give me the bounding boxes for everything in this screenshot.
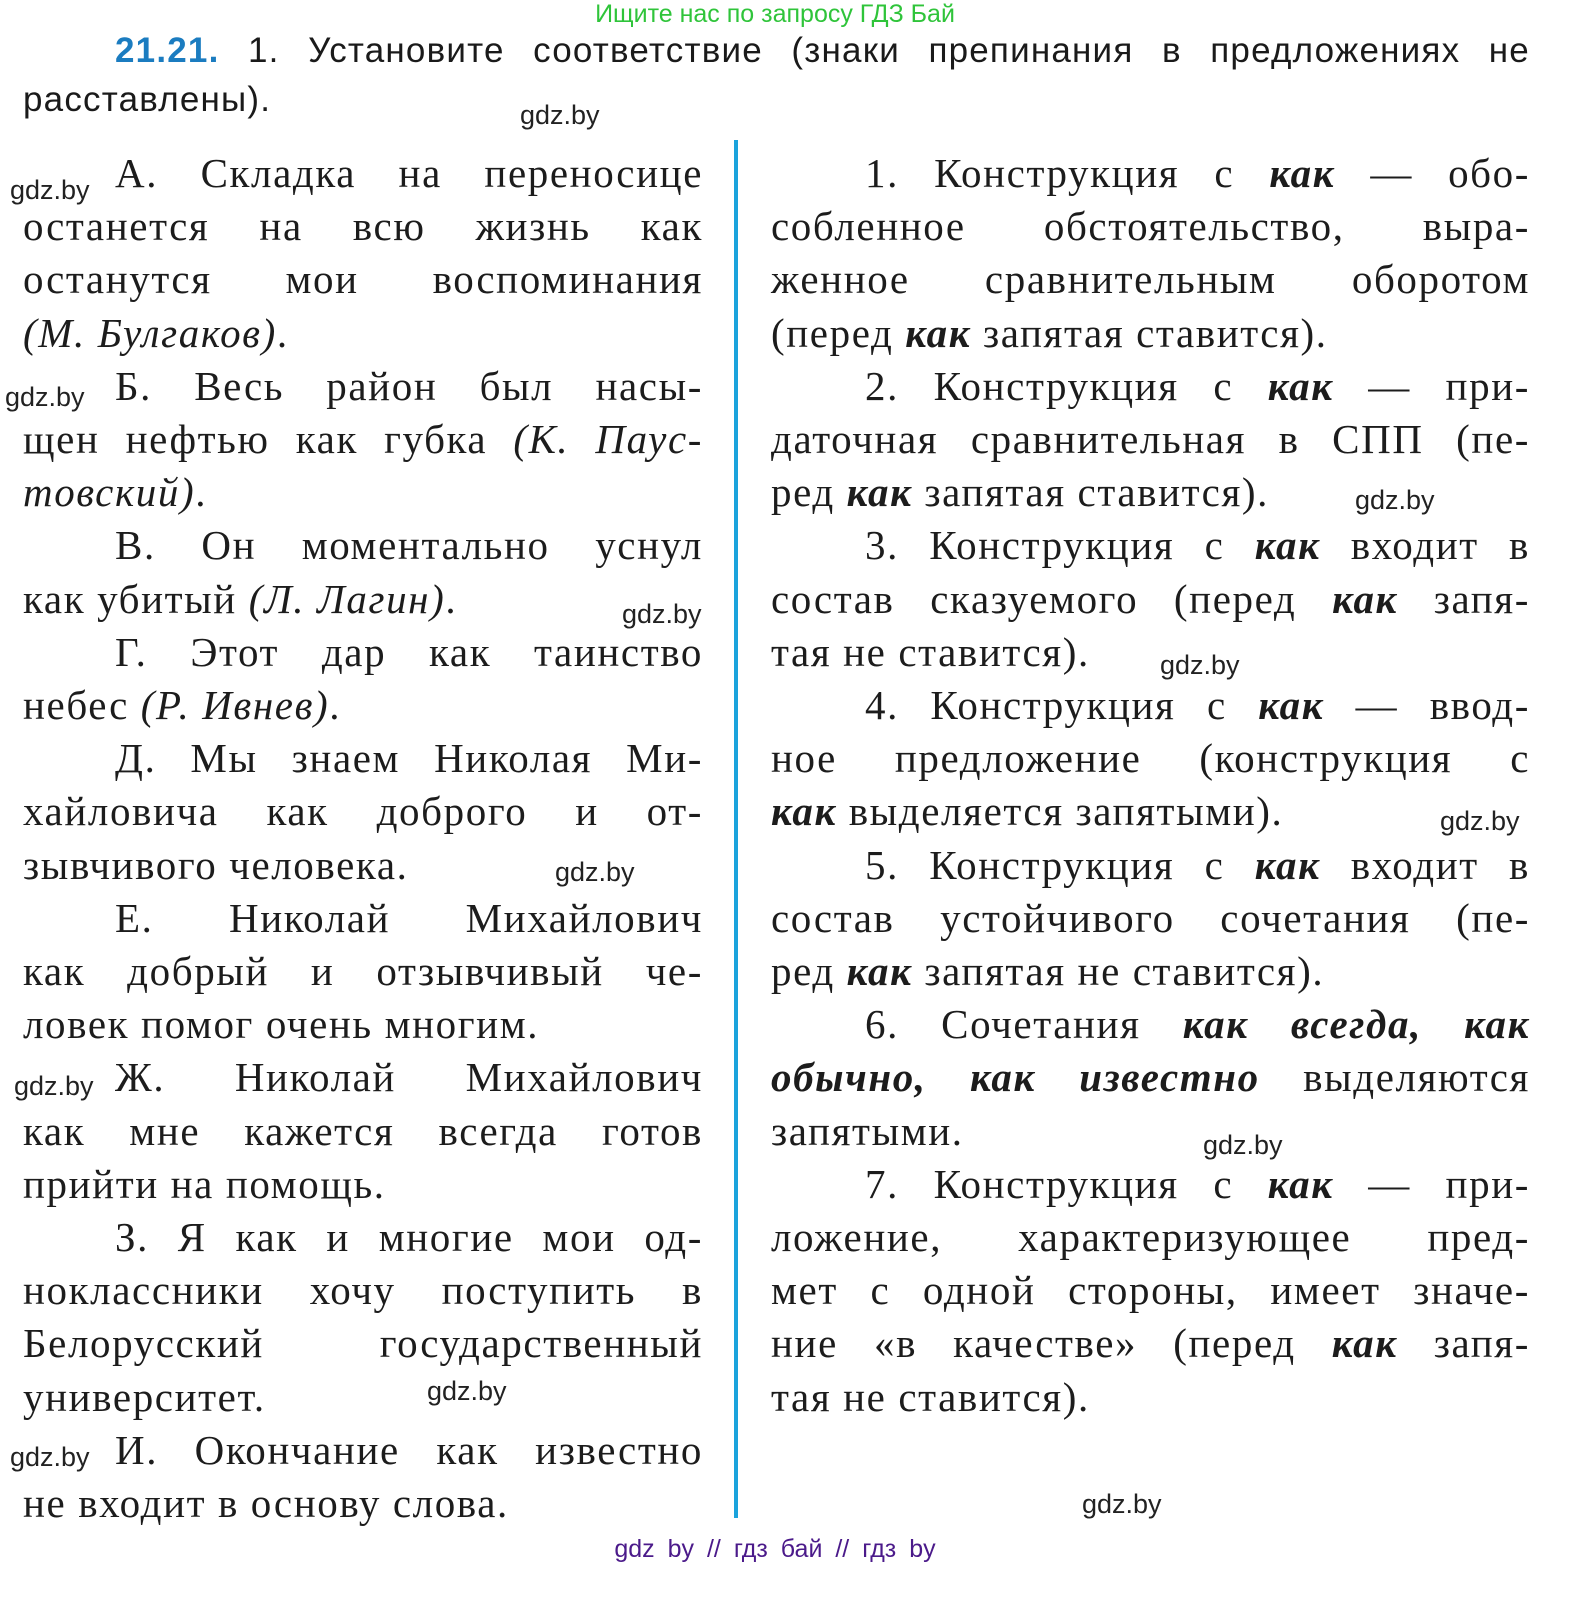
line-text: Б. Весь район был насы- <box>115 362 703 409</box>
line-text: запятая ставится). <box>971 309 1328 356</box>
sentence-line <box>23 680 703 730</box>
line-text: Белорусский государственный <box>23 1320 703 1367</box>
sentence-line <box>23 254 703 304</box>
watermark-text: gdz.by <box>1355 485 1435 515</box>
rule-line <box>865 1159 1530 1209</box>
watermark-text: gdz.by <box>10 175 90 205</box>
sentence-line <box>115 733 703 783</box>
line-text: тая не ставится). <box>771 1373 1090 1420</box>
sentence-line <box>23 1478 703 1528</box>
emphasis-text: как <box>1267 362 1334 409</box>
line-text: ловек помог очень многим. <box>23 1001 540 1048</box>
emphasis-text: как <box>846 948 913 994</box>
sentence-line <box>115 1052 703 1102</box>
watermark-text: gdz.by <box>1203 1130 1283 1160</box>
watermark-text: gdz.by <box>1440 806 1520 836</box>
line-text: запятая ставится). <box>912 469 1270 516</box>
task-text: 1. Установите соответствие (знаки препинания в предложениях не <box>248 31 1530 70</box>
line-text: ноклассники хочу поступить в <box>23 1267 703 1314</box>
rule-line <box>771 1052 1530 1102</box>
sentence-line <box>23 467 703 517</box>
sentence-line <box>115 148 703 198</box>
author-citation: (М. Булгаков) <box>23 309 277 356</box>
emphasis-text: как <box>1254 841 1321 888</box>
sentence-line <box>23 414 703 464</box>
sentence-line <box>23 201 703 251</box>
line-text: входит в <box>1320 841 1530 888</box>
line-text: . <box>445 575 458 622</box>
rule-line <box>771 574 1530 624</box>
emphasis-text: как <box>1331 1320 1398 1367</box>
line-text: как убитый <box>23 575 249 622</box>
line-text: зывчивого человека. <box>23 841 409 888</box>
author-citation: (Р. Ивнев) <box>140 682 330 728</box>
line-text: 4. Конструкция с <box>865 682 1259 728</box>
column-divider <box>734 140 738 1518</box>
line-text: . <box>329 682 342 728</box>
rule-line <box>771 201 1530 251</box>
line-text: останется на всю жизнь как <box>23 203 703 250</box>
sentence-line <box>23 574 703 624</box>
line-text: останутся мои воспоминания <box>23 256 703 303</box>
line-text: . <box>276 309 289 356</box>
emphasis-text: как <box>771 788 837 835</box>
rule-line <box>865 361 1530 411</box>
line-text: (перед <box>771 309 906 356</box>
line-text: щен нефтью как губка <box>23 416 514 462</box>
line-text: прийти на помощь. <box>23 1160 386 1207</box>
line-text: 2. Конструкция с <box>865 362 1268 409</box>
emphasis-text: как <box>1269 150 1336 196</box>
line-text: входит в <box>1320 522 1530 569</box>
emphasis-text: как всегда, как <box>1182 1001 1531 1048</box>
line-text: состав устойчивого сочетания (пе- <box>771 894 1530 941</box>
line-text: как мне кажется всегда готов <box>23 1107 703 1154</box>
watermark-text: gdz.by <box>622 599 702 629</box>
rule-line <box>771 1372 1530 1422</box>
rule-line <box>771 786 1530 836</box>
rule-line <box>771 1265 1530 1315</box>
author-citation: (К. Паус- <box>513 416 703 462</box>
line-text: выделяются <box>1259 1054 1530 1101</box>
sentence-line <box>23 1265 703 1315</box>
line-text: — при- <box>1333 1160 1530 1207</box>
footer-watermark: gdz by // гдз бай // гдз by <box>614 1535 936 1563</box>
sentence-line <box>23 1106 703 1156</box>
rule-line <box>771 627 1530 677</box>
rule-line <box>771 414 1530 464</box>
line-text: выделяется запятыми). <box>836 788 1284 835</box>
line-text: — ввод- <box>1324 682 1530 728</box>
author-citation: (Л. Лагин) <box>248 575 446 622</box>
line-text: А. Складка на переносице <box>115 150 703 196</box>
line-text: — при- <box>1333 362 1530 409</box>
line-text: университет. <box>23 1373 266 1420</box>
line-text: И. Окончание как известно <box>115 1426 703 1473</box>
emphasis-text: как <box>846 469 913 516</box>
task-number: 21.21. <box>115 31 220 70</box>
line-text: тая не ставится). <box>771 628 1090 675</box>
emphasis-text: как <box>905 309 972 356</box>
watermark-text: gdz.by <box>10 1442 90 1472</box>
rule-line <box>771 893 1530 943</box>
rule-line <box>771 1212 1530 1262</box>
line-text: как добрый и отзывчивый че- <box>23 948 703 994</box>
rule-line <box>771 308 1530 358</box>
line-text: не входит в основу слова. <box>23 1480 509 1526</box>
rule-line <box>865 840 1530 890</box>
sentence-line <box>23 999 703 1049</box>
rule-line <box>771 733 1530 783</box>
sentence-line <box>115 627 703 677</box>
line-text: 7. Конструкция с <box>865 1160 1268 1207</box>
line-text: Ж. Николай Михайлович <box>115 1054 703 1101</box>
watermark-text: gdz.by <box>1082 1489 1162 1519</box>
line-text: ред <box>771 948 847 994</box>
watermark-text: gdz.by <box>5 382 85 412</box>
sentence-line <box>115 361 703 411</box>
rule-line <box>771 1318 1530 1368</box>
sentence-line <box>115 1425 703 1475</box>
line-text: . <box>195 469 208 516</box>
watermark-text: gdz.by <box>555 857 635 887</box>
line-text: женное сравнительным оборотом <box>771 256 1530 303</box>
watermark-text: gdz.by <box>14 1071 94 1101</box>
line-text: мет с одной стороны, имеет значе- <box>771 1267 1530 1314</box>
line-text: — обо- <box>1335 150 1530 196</box>
line-text: ное предложение (конструкция с <box>771 735 1530 782</box>
rule-line <box>771 946 1530 996</box>
sentence-line <box>115 1212 703 1262</box>
rule-line <box>771 1106 1530 1156</box>
rule-line <box>865 999 1530 1049</box>
rule-line <box>865 148 1530 198</box>
rule-line <box>771 254 1530 304</box>
line-text: ложение, характеризующее пред- <box>771 1214 1530 1260</box>
line-text: 1. Конструкция с <box>865 150 1270 196</box>
sentence-line <box>115 520 703 570</box>
line-text: ние «в качестве» (перед <box>771 1320 1332 1367</box>
rule-line <box>865 520 1530 570</box>
line-text: 5. Конструкция с <box>865 841 1255 888</box>
line-text: запятыми. <box>771 1107 964 1154</box>
author-citation: товский) <box>23 469 196 516</box>
line-text: запя- <box>1397 575 1530 622</box>
search-hint-banner: Ищите нас по запросу ГДЗ Бай <box>595 0 955 28</box>
line-text: 3. Конструкция с <box>865 522 1255 569</box>
line-text: небес <box>23 682 141 728</box>
line-text: Г. Этот дар как таинство <box>115 628 703 675</box>
sentence-line <box>23 308 703 358</box>
emphasis-text: как <box>1258 682 1325 728</box>
emphasis-text: как <box>1332 575 1398 622</box>
line-text: запя- <box>1397 1320 1530 1367</box>
watermark-text: gdz.by <box>520 100 600 130</box>
sentence-line <box>23 1159 703 1209</box>
emphasis-text: как <box>1267 1160 1334 1207</box>
task-text-continued: расставлены). <box>23 80 272 119</box>
line-text: ред <box>771 469 847 516</box>
line-text: Е. Николай Михайлович <box>115 894 703 941</box>
sentence-line <box>23 946 703 996</box>
line-text: В. Он моментально уснул <box>115 522 703 569</box>
sentence-line <box>115 893 703 943</box>
emphasis-text: обычно, как известно <box>771 1054 1260 1101</box>
sentence-line <box>23 1372 703 1422</box>
line-text: З. Я как и многие мои од- <box>115 1214 703 1260</box>
line-text: даточная сравнительная в СПП (пе- <box>771 416 1530 462</box>
line-text: хайловича как доброго и от- <box>23 788 703 835</box>
watermark-text: gdz.by <box>1160 650 1240 680</box>
task-heading <box>23 27 1530 75</box>
line-text: состав сказуемого (перед <box>771 575 1333 622</box>
watermark-text: gdz.by <box>427 1376 507 1406</box>
sentence-line <box>23 1318 703 1368</box>
rule-line <box>865 680 1530 730</box>
emphasis-text: как <box>1254 522 1321 569</box>
line-text: 6. Сочетания <box>865 1001 1183 1048</box>
line-text: Д. Мы знаем Николая Ми- <box>115 735 703 782</box>
sentence-line <box>23 786 703 836</box>
line-text: собленное обстоятельство, выра- <box>771 203 1530 250</box>
line-text: запятая не ставится). <box>912 948 1325 994</box>
